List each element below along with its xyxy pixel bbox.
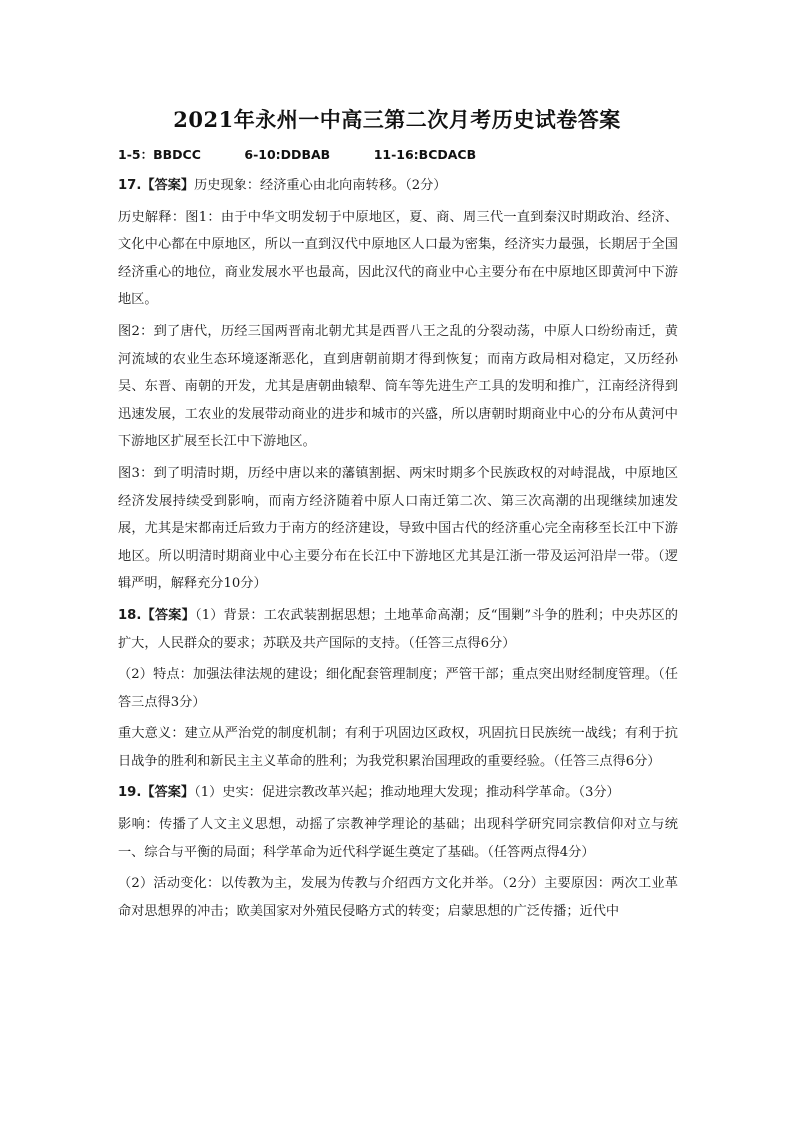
q17-answer-tag: 【答案】 — [141, 178, 195, 193]
q19-answer-tag: 【答案】 — [141, 785, 195, 801]
q19-text-1: （1）史实：促进宗教改革兴起；推动地理大发现；推动科学革命。（3分） — [194, 785, 620, 801]
q17-phenomenon — [118, 172, 678, 200]
q18-features: （2）特点：加强法律法规的建设；细化配套管理制度；严管干部；重点突出财经制度管理。（任答三点得3分） — [118, 667, 678, 710]
q17-explanation-fig3: 图3：到了明清时期，历经中唐以来的藩镇割据、两宋时期多个民族政权的对峙混战，中原地区经济发展持续受到影响，而南方经济随着中原人口南迁第二次、第三次高潮的出现继续加速发展，尤其是宋都南迁后致力于南方的经济建设，导致中国古代的经济重心完全南移至长江中下游地区。所以明清时期商业中心主要分布在长江中下游地区尤其是江浙一带及运河沿岸一带。（逻辑严明，解释充分10分） — [118, 465, 678, 592]
q18-text-1: （1）背景：工农武装割据思想；土地革命高潮；反“围剿”斗争的胜利；中央苏区的扩大，人民群众的要求；苏联及共产国际的支持。（任答三点得6分） — [118, 607, 678, 651]
answer-group-11-16: 11-16:BCDACB — [373, 147, 477, 162]
q19-number: 19. — [118, 785, 142, 801]
q18-answer-tag: 【答案】 — [141, 607, 195, 623]
multiple-choice-answers — [118, 145, 678, 163]
q19-facts — [118, 779, 678, 807]
answer-group-1-5: 1-5：BBDCC — [118, 147, 201, 162]
q17-text-1: 历史现象：经济重心由北向南转移。（2分） — [194, 178, 447, 193]
q19-changes: （2）活动变化：以传教为主，发展为传教与介绍西方文化并举。（2分）主要原因：两次工业革命对思想界的冲击；欧美国家对外殖民侵略方式的转变；启蒙思想的广泛传播；近代中 — [118, 876, 678, 919]
answer-body — [118, 172, 678, 929]
page-title: 2021年永州一中高三第二次月考历史试卷答案 — [173, 107, 621, 132]
q17-explanation-fig1: 历史解释：图1：由于中华文明发轫于中原地区，夏、商、周三代一直到秦汉时期政治、经济、文化中心都在中原地区，所以一直到汉代中原地区人口最为密集，经济实力最强，长期居于全国经济重心的地位，商业发展水平也最高，因此汉代的商业中心主要分布在中原地区即黄河中下游地区。 — [118, 209, 678, 308]
q18-number: 18. — [118, 607, 142, 623]
q17-explanation-fig2: 图2：到了唐代，历经三国两晋南北朝尤其是西晋八王之乱的分裂动荡，中原人口纷纷南迁，黄河流域的农业生态环境逐渐恶化，直到唐朝前期才得到恢复；而南方政局相对稳定，又历经孙吴、东晋、南朝的开发，尤其是唐朝曲辕犁、筒车等先进生产工具的发明和推广，江南经济得到迅速发展，工农业的发展带动商业的进步和城市的兴盛，所以唐朝时期商业中心的分布从黄河中下游地区扩展至长江中下游地区。 — [118, 323, 678, 450]
q17-number: 17. — [118, 178, 142, 193]
q18-significance: 重大意义：建立从严治党的制度机制；有利于巩固边区政权，巩固抗日民族统一战线；有利于抗日战争的胜利和新民主主义革命的胜利；为我党积累治国理政的重要经验。（任答三点得6分） — [118, 726, 678, 769]
q19-impact: 影响：传播了人文主义思想，动摇了宗教神学理论的基础；出现科学研究同宗教信仰对立与统一、综合与平衡的局面；科学革命为近代科学诞生奠定了基础。（任答两点得4分） — [118, 817, 678, 860]
answer-group-6-10: 6-10:DDBAB — [244, 147, 331, 162]
q18-background — [118, 602, 678, 657]
